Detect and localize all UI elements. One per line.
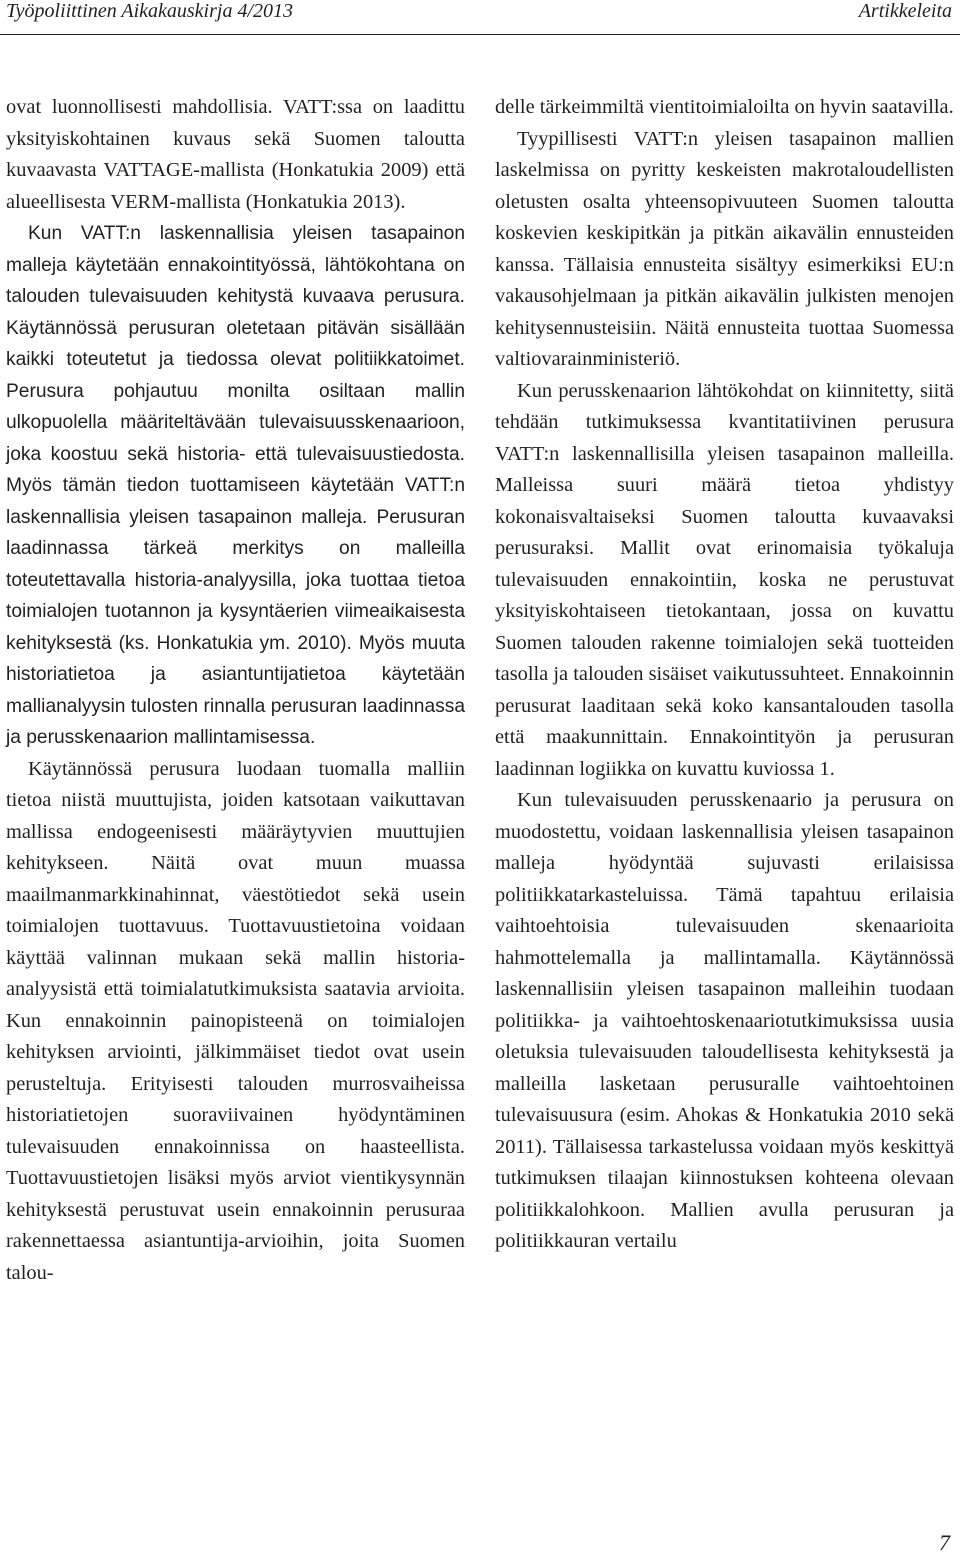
text-column-left — [6, 92, 465, 1289]
page-number: 7 — [939, 1530, 950, 1555]
paragraph: Kun VATT:n laskennallisia yleisen tasapainon malleja käytetään ennakointityössä, lähtökohtana on talouden tulevaisuuden kehitystä kuvaava perusura. Käytännössä perusuran oletetaan pitävän sisällään kaikki toteutetut ja tiedossa olevat politiikkatoimet. Perusura pohjautuu monilta osiltaan mallin ulkopuolella määriteltävään tulevaisuusskenaarioon, joka koostuu sekä historia- että tulevaisuustiedosta. Myös tämän tiedon tuottamiseen käytetään VATT:n laskennallisia yleisen tasapainon malleja. Perusuran laadinnassa tärkeä merkitys on malleilla toteutettavalla historia-analyysilla, joka tuottaa tietoa toimialojen tuotannon ja kysyntäerien viimeaikaisesta kehityksestä (ks. Honkatukia ym. 2010). Myös muuta historiatietoa ja asiantuntijatietoa käytetään mallianalyysin tulosten rinnalla perusuran laadinnassa ja perusskenaarion mallintamisessa. — [6, 223, 465, 748]
paragraph: delle tärkeimmiltä vientitoimialoilta on hyvin saatavilla. — [495, 96, 954, 118]
paragraph: Kun tulevaisuuden perusskenaario ja perusura on muodostettu, voidaan laskennallisia yleisen tasapainon malleja hyödyntää sujuvasti erilaisissa politiikkatarkasteluissa. Tämä tapahtuu erilaisia vaihtoehtoisia tulevaisuuden skenaarioita hahmottelemalla ja mallintamalla. Käytännössä laskennallisiin yleisen tasapainon malleihin tuodaan politiikka- ja vaihtoehtoskenaariotutkimuksissa uusia oletuksia tulevaisuuden taloudellisesta kehityksestä ja malleilla lasketaan perusuralle vaihtoehtoinen tulevaisuusura (esim. Ahokas & Honkatukia 2010 sekä 2011). Tällaisessa tarkastelussa voidaan myös keskittyä tutkimuksen tilaajan kiinnostuksen kohteena olevaan politiikkalohkoon. Mallien avulla perusuran ja politiikkauran vertailu — [495, 789, 954, 1252]
text-column-right — [495, 92, 954, 1258]
header-divider — [0, 34, 960, 35]
paragraph: Tyypillisesti VATT:n yleisen tasapainon mallien laskelmissa on pyritty keskeisten makrotaloudellisten oletusten osalta yhteensopivuuteen Suomen taloutta koskevien keskipitkän ja pitkän aikavälin ennusteiden kanssa. Tällaisia ennusteita sisältyy esimerkiksi EU:n vakausohjelmaan ja pitkän aikavälin julkisten menojen kehitysennusteisiin. Näitä ennusteita tuottaa Suomessa valtiovarainministeriö. — [495, 127, 954, 370]
section-label: Artikkeleita — [858, 0, 952, 22]
journal-title: Työpoliittinen Aikakauskirja 4/2013 — [6, 0, 294, 22]
paragraph: Kun perusskenaarion lähtökohdat on kiinnitetty, siitä tehdään tutkimuksessa kvantitatiivinen perusura VATT:n laskennallisilla yleisen tasapainon malleilla. Malleissa suuri määrä tietoa yhdistyy kokonaisvaltaiseksi Suomen taloutta kuvaavaksi perusuraksi. Mallit ovat erinomaisia työkaluja tulevaisuuden ennakointiin, koska ne perustuvat yksityiskohtaiseen tietokantaan, jossa on kuvattu Suomen talouden rakenne toimialojen sekä tuotteiden tasolla ja talouden sisäiset vaikutussuhteet. Ennakoinnin perusurat laaditaan sekä koko kansantalouden tasolla että maakunnittain. Ennakointityön ja perusuran laadinnan logiikka on kuvattu kuviossa 1. — [495, 379, 954, 780]
paragraph: Käytännössä perusura luodaan tuomalla malliin tietoa niistä muuttujista, joiden katsotaan vaikuttavan mallissa endogeenisesti määräytyvien muuttujien kehitykseen. Näitä ovat muun muassa maailmanmarkkinahinnat, väestötiedot sekä usein toimialojen tuottavuus. Tuottavuustietoina voidaan käyttää valinnan mukaan sekä mallin historia-analyysistä että toimialatutkimuksista saatavia arvioita. Kun ennakoinnin painopisteenä on toimialojen kehityksen arviointi, jälkimmäiset tiedot ovat usein perusteltuja. Erityisesti talouden murrosvaiheissa historiatietojen suoraviivainen hyödyntäminen tulevaisuuden ennakoinnissa on haasteellista. Tuottavuustietojen lisäksi myös arviot vientikysynnän kehityksestä perustuvat usein ennakoinnin perusuraa rakennettaessa asiantuntija-arvioihin, joita Suomen talou- — [6, 757, 465, 1284]
paragraph: ovat luonnollisesti mahdollisia. VATT:ssa on laadittu yksityiskohtainen kuvaus sekä Suomen taloutta kuvaavasta VATTAGE-mallista (Honkatukia 2009) että alueellisesta VERM-mallista (Honkatukia 2013). — [6, 96, 465, 213]
